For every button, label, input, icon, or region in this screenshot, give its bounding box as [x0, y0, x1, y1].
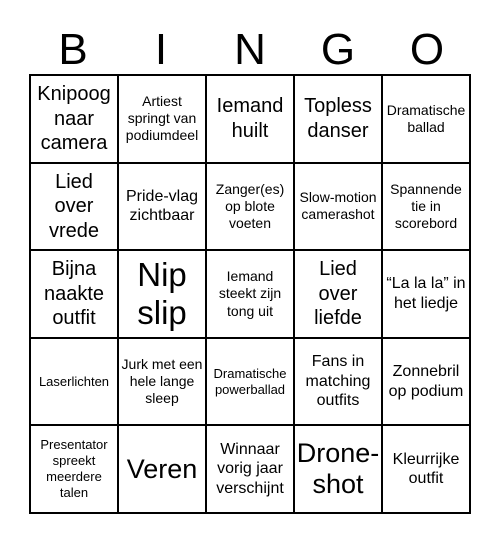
cell-text: Drone-shot — [296, 438, 380, 500]
cell-text: Bijna naakte outfit — [43, 258, 105, 330]
cell-text: “La la la” in het liedje — [386, 275, 466, 312]
bingo-cell[interactable] — [118, 163, 206, 251]
cell-text: Slow-motion camerashot — [299, 189, 377, 223]
bingo-cell[interactable] — [118, 338, 206, 426]
bingo-cell[interactable] — [382, 425, 470, 513]
cell-text: Zanger(es) op blote voeten — [215, 180, 285, 231]
header-letter-i: I — [154, 25, 168, 74]
bingo-cell[interactable] — [206, 75, 294, 163]
cell-text: Lied over liefde — [314, 258, 362, 330]
bingo-cell[interactable] — [382, 163, 470, 251]
bingo-cell[interactable] — [206, 163, 294, 251]
header-letter-n: N — [234, 25, 266, 74]
bingo-cell[interactable] — [382, 75, 470, 163]
bingo-cell[interactable] — [206, 425, 294, 513]
bingo-cell[interactable] — [294, 163, 382, 251]
bingo-cell[interactable] — [382, 338, 470, 426]
bingo-cell[interactable] — [294, 338, 382, 426]
cell-text: Fans in matching outfits — [305, 353, 371, 410]
cell-text: Iemand huilt — [216, 95, 284, 142]
bingo-cell[interactable] — [118, 75, 206, 163]
bingo-board — [29, 74, 471, 514]
bingo-cell[interactable] — [30, 250, 118, 338]
bingo-header — [29, 22, 471, 74]
cell-text: Laserlichten — [38, 373, 110, 389]
bingo-cell[interactable] — [118, 425, 206, 513]
cell-text: Iemand steekt zijn tong uit — [218, 268, 282, 319]
cell-text: Dramatische ballad — [386, 101, 466, 135]
cell-text: Dramatische powerballad — [213, 365, 287, 397]
bingo-cell[interactable] — [294, 425, 382, 513]
cell-text: Knipoog naar camera — [37, 83, 111, 154]
bingo-cell[interactable] — [294, 250, 382, 338]
cell-text: Nip slip — [137, 256, 187, 331]
cell-text: Jurk met een hele lange sleep — [121, 355, 203, 407]
bingo-cell[interactable] — [294, 75, 382, 163]
bingo-cell[interactable] — [30, 425, 118, 513]
header-letter-b: B — [58, 25, 88, 74]
bingo-cell[interactable] — [30, 75, 118, 163]
cell-text: Topless danser — [304, 95, 372, 142]
cell-text: Winnaar vorig jaar verschijnt — [216, 440, 284, 497]
header-letter-g: G — [320, 25, 356, 74]
cell-text: Artiest springt van podiumdeel — [125, 93, 199, 144]
bingo-cell[interactable] — [206, 250, 294, 338]
cell-text: Presentator spreekt meerdere talen — [40, 437, 108, 501]
cell-text: Lied over vrede — [48, 170, 100, 242]
bingo-cell[interactable] — [30, 163, 118, 251]
bingo-cell[interactable] — [382, 250, 470, 338]
bingo-cell[interactable] — [206, 338, 294, 426]
header-letter-o: O — [409, 25, 445, 74]
cell-text: Pride-vlag zichtbaar — [125, 187, 199, 225]
cell-text: Veren — [126, 453, 198, 484]
bingo-cell[interactable] — [118, 250, 206, 338]
bingo-cell[interactable] — [30, 338, 118, 426]
cell-text: Zonnebril op podium — [388, 363, 464, 400]
cell-text: Spannende tie in scorebord — [390, 180, 462, 231]
cell-text: Kleurrijke outfit — [392, 450, 460, 488]
